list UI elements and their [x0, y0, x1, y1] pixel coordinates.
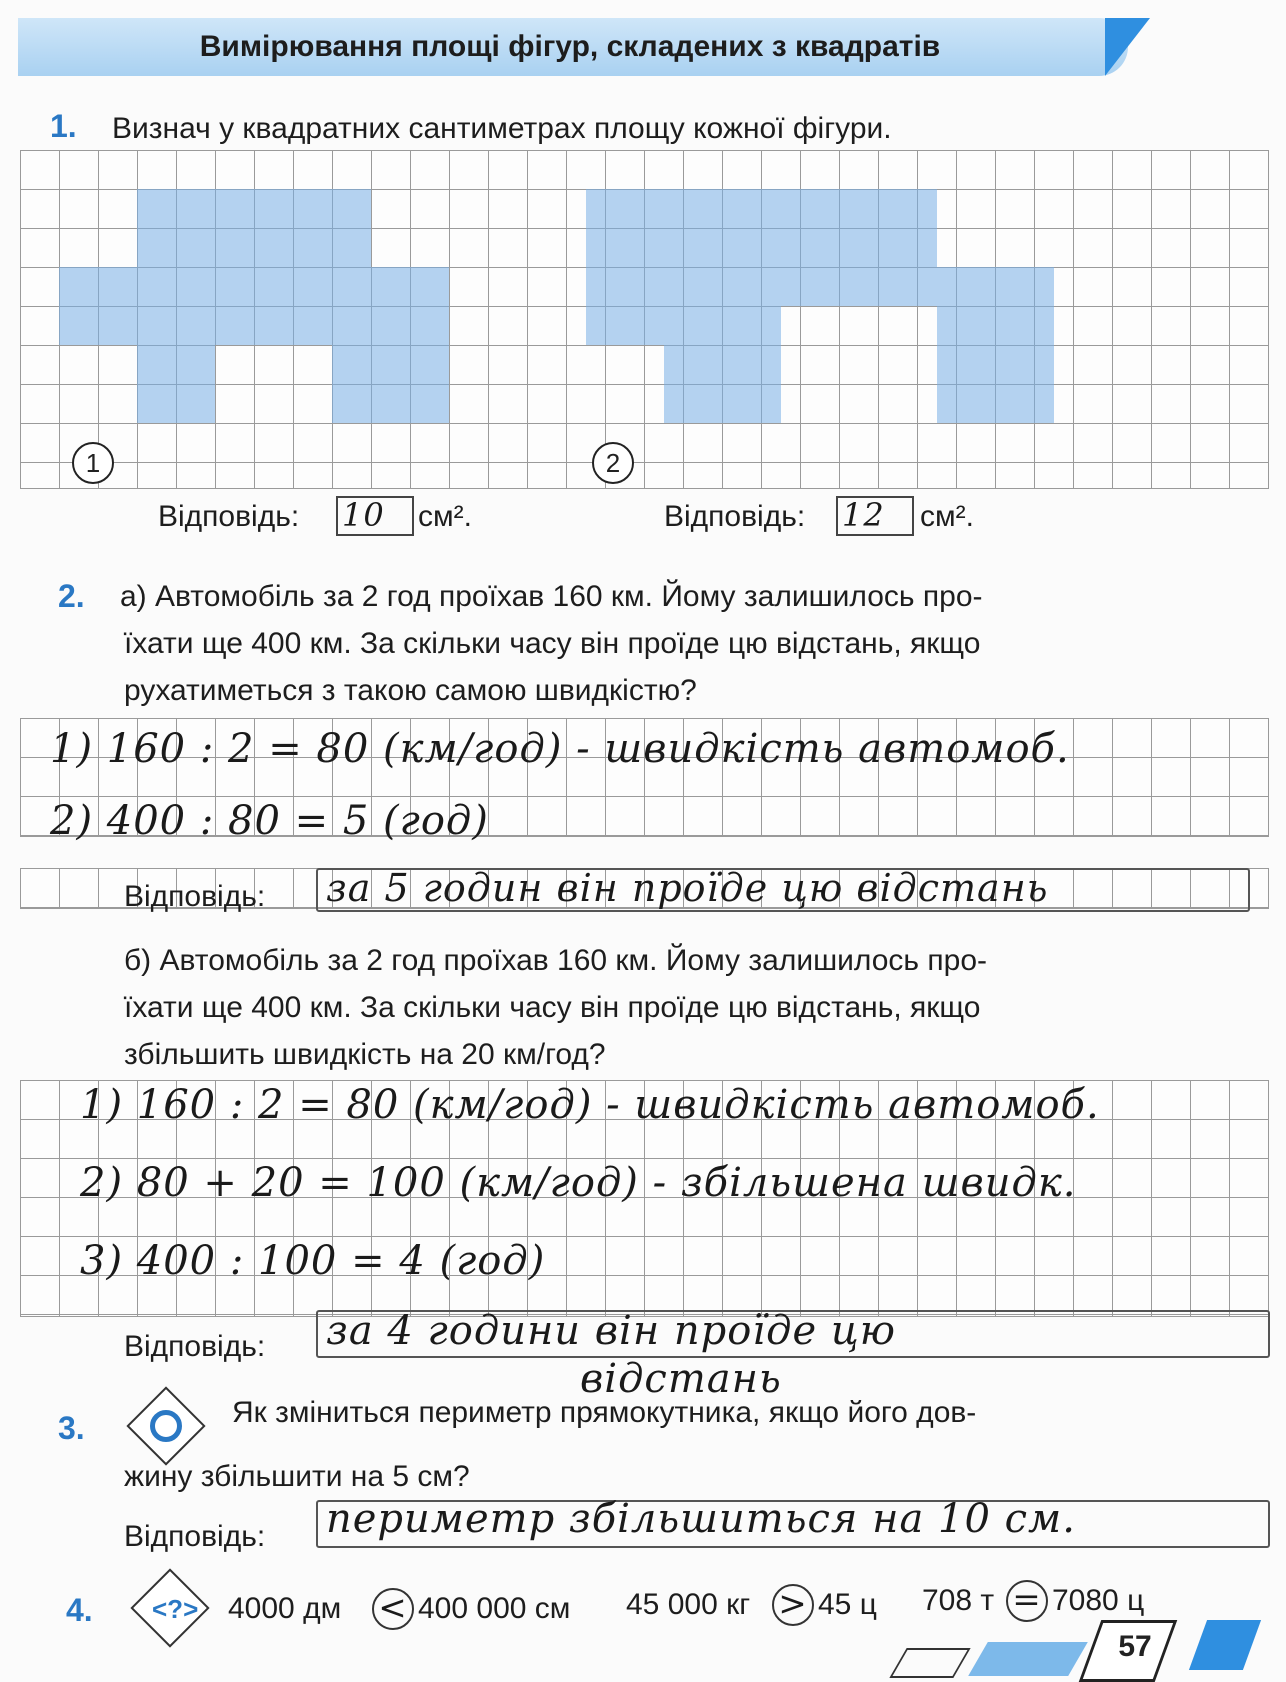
compare-1-left: 4000 дм	[228, 1592, 342, 1625]
task2a-line-2: їхати ще 400 км. За скільки часу він проїде цю відстань, якщо	[124, 627, 981, 660]
task2a-line-1: а) Автомобіль за 2 год проїхав 160 км. Йому залишилось про-	[120, 580, 983, 613]
task3-number: 3.	[58, 1410, 85, 1446]
task3-line-1: Як зміниться периметр прямокутника, якщо його дов-	[232, 1396, 977, 1429]
compare-2-right: 45 ц	[818, 1588, 877, 1621]
task2a-answer: за 5 годин він проїде цю відстань	[326, 866, 1049, 910]
task4-number: 4.	[66, 1592, 93, 1628]
task2b-step-1: 1) 160 : 2 = 80 (км/год) - швидкість автомоб.	[80, 1082, 1100, 1128]
task3-answer: периметр збільшиться на 10 см.	[326, 1496, 1076, 1542]
footer-shape-fill	[968, 1642, 1088, 1676]
compare-1-right: 400 000 см	[418, 1592, 571, 1625]
task1-answer-value-2: 12	[842, 496, 885, 534]
page-title: Вимірювання площі фігур, складених з квадратів	[199, 30, 941, 63]
task2b-step-2: 2) 80 + 20 = 100 (км/год) - збільшена швидк.	[80, 1160, 1077, 1206]
task2a-answer-label: Відповідь:	[124, 880, 266, 913]
task1-answer-label-2: Відповідь:	[664, 500, 806, 533]
footer-shape-outline	[889, 1648, 970, 1678]
task2b-answer-label: Відповідь:	[124, 1330, 266, 1363]
task3-answer-label: Відповідь:	[124, 1520, 266, 1553]
task2a-step-1: 1) 160 : 2 = 80 (км/год) - швидкість автомоб.	[50, 726, 1070, 772]
task2a-step-2: 2) 400 : 80 = 5 (год)	[50, 798, 489, 844]
compare-2-sign[interactable]: >	[772, 1584, 814, 1626]
task2b-answer-line-2: відстань	[580, 1356, 782, 1402]
compare-2-left: 45 000 кг	[626, 1588, 751, 1621]
compare-3-sign[interactable]: =	[1006, 1580, 1048, 1622]
header-banner-accent	[1105, 18, 1150, 76]
task2b-line-2: їхати ще 400 км. За скільки часу він проїде цю відстань, якщо	[124, 991, 981, 1024]
task2b-step-3: 3) 400 : 100 = 4 (год)	[80, 1238, 546, 1284]
task1-unit-1: см².	[418, 500, 472, 533]
task2b-line-1: б) Автомобіль за 2 год проїхав 160 км. Йому залишилось про-	[124, 944, 987, 977]
task2-number: 2.	[58, 578, 85, 614]
task3-line-2: жину збільшити на 5 см?	[124, 1460, 470, 1493]
task2b-line-3: збільшить швидкість на 20 км/год?	[124, 1038, 606, 1071]
compare-symbol-icon: <?>	[152, 1594, 199, 1624]
task2a-line-3: рухатиметься з такою самою швидкістю?	[124, 674, 697, 707]
corner-decoration	[1189, 1620, 1261, 1670]
task2b-answer-line-1: за 4 години він проїде цю	[326, 1308, 897, 1354]
task1-answer-value-1: 10	[342, 496, 385, 534]
compare-1-sign[interactable]: <	[372, 1588, 414, 1630]
task1-number: 1.	[50, 108, 77, 144]
figure-2-label: 2	[592, 442, 634, 484]
task1-grid	[20, 150, 1269, 489]
task1-answer-label-1: Відповідь:	[158, 500, 300, 533]
compare-3-right: 7080 ц	[1052, 1584, 1145, 1617]
task1-unit-2: см².	[920, 500, 974, 533]
task1-text: Визнач у квадратних сантиметрах площу кожної фігури.	[112, 112, 892, 145]
page-number: 57	[1118, 1630, 1152, 1663]
spiral-icon	[150, 1410, 182, 1442]
compare-3-left: 708 т	[922, 1584, 995, 1617]
figure-1-label: 1	[72, 442, 114, 484]
